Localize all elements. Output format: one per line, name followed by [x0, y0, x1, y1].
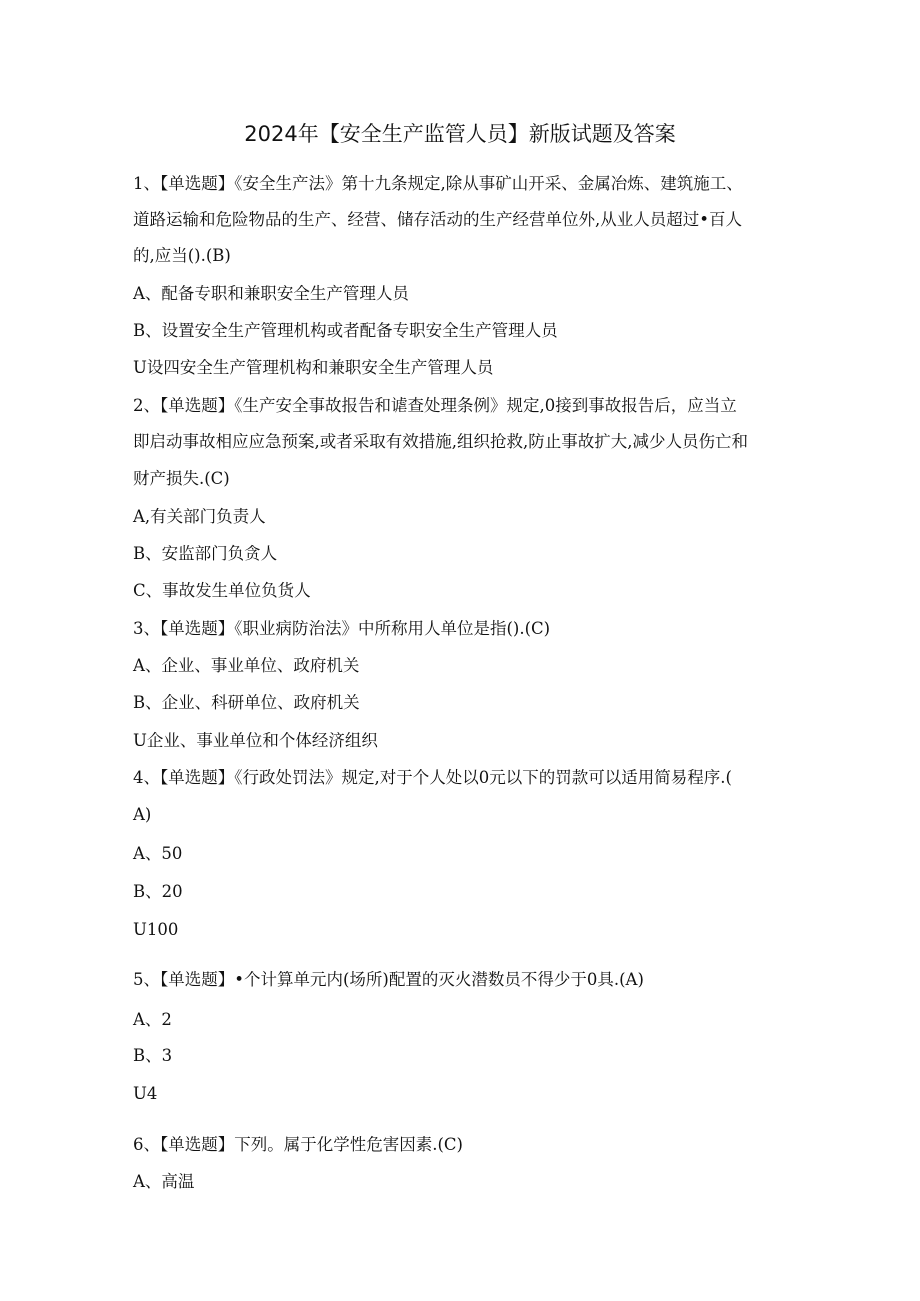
text-line: 道路运输和危险物品的生产、经营、储存活动的生产经营单位外,从业人员超过•百人: [133, 210, 742, 229]
text-line: U100: [133, 920, 179, 939]
text-line: A): [133, 805, 152, 824]
text-line: A、2: [133, 1010, 172, 1029]
text-line: U4: [133, 1084, 158, 1103]
text-line: C、事故发生单位负货人: [133, 581, 311, 600]
text-line: 的,应当().(B): [133, 246, 231, 265]
text-line: 4、【单选题】《行政处罚法》规定,对于个人处以0元以下的罚款可以适用简易程序.(: [133, 768, 732, 787]
text-line: A、高温: [133, 1172, 195, 1191]
text-line: 2、【单选题】《生产安全事故报告和谑查处理条例》规定,0接到事故报告后，应当立: [133, 396, 737, 415]
text-line: 3、【单选题】《职业病防治法》中所称用人单位是指().(C): [133, 619, 551, 638]
text-line: A、配备专职和兼职安全生产管理人员: [133, 284, 409, 303]
text-line: B、3: [133, 1046, 173, 1065]
text-line: A、企业、事业单位、政府机关: [133, 656, 360, 675]
text-line: 5、【单选题】•个计算单元内(场所)配置的灭火潜数员不得少于0具.(A): [133, 970, 644, 989]
text-line: 财产损失.(C): [133, 469, 230, 488]
text-line: A、50: [133, 844, 183, 863]
document-title: 2024年【安全生产监管人员】新版试题及答案: [244, 122, 676, 146]
text-line: B、安监部门负贪人: [133, 544, 278, 563]
text-line: B、企业、科研单位、政府机关: [133, 693, 360, 712]
text-line: 即启动事故相应应急预案,或者采取有效措施,组织抢救,防止事故扩大,减少人员伤亡和: [133, 432, 748, 451]
text-line: U设四安全生产管理机构和兼职安全生产管理人员: [133, 358, 494, 377]
text-line: 1、【单选题】《安全生产法》第十九条规定,除从事矿山开采、金属冶炼、建筑施工、: [133, 174, 743, 193]
text-line: A,有关部门负责人: [133, 507, 266, 526]
text-line: B、设置安全生产管理机构或者配备专职安全生产管理人员: [133, 321, 558, 340]
text-line: B、20: [133, 882, 183, 901]
text-line: U企业、事业单位和个体经济组织: [133, 731, 378, 750]
text-line: 6、【单选题】下列。属于化学性危害因素.(C): [133, 1135, 463, 1154]
